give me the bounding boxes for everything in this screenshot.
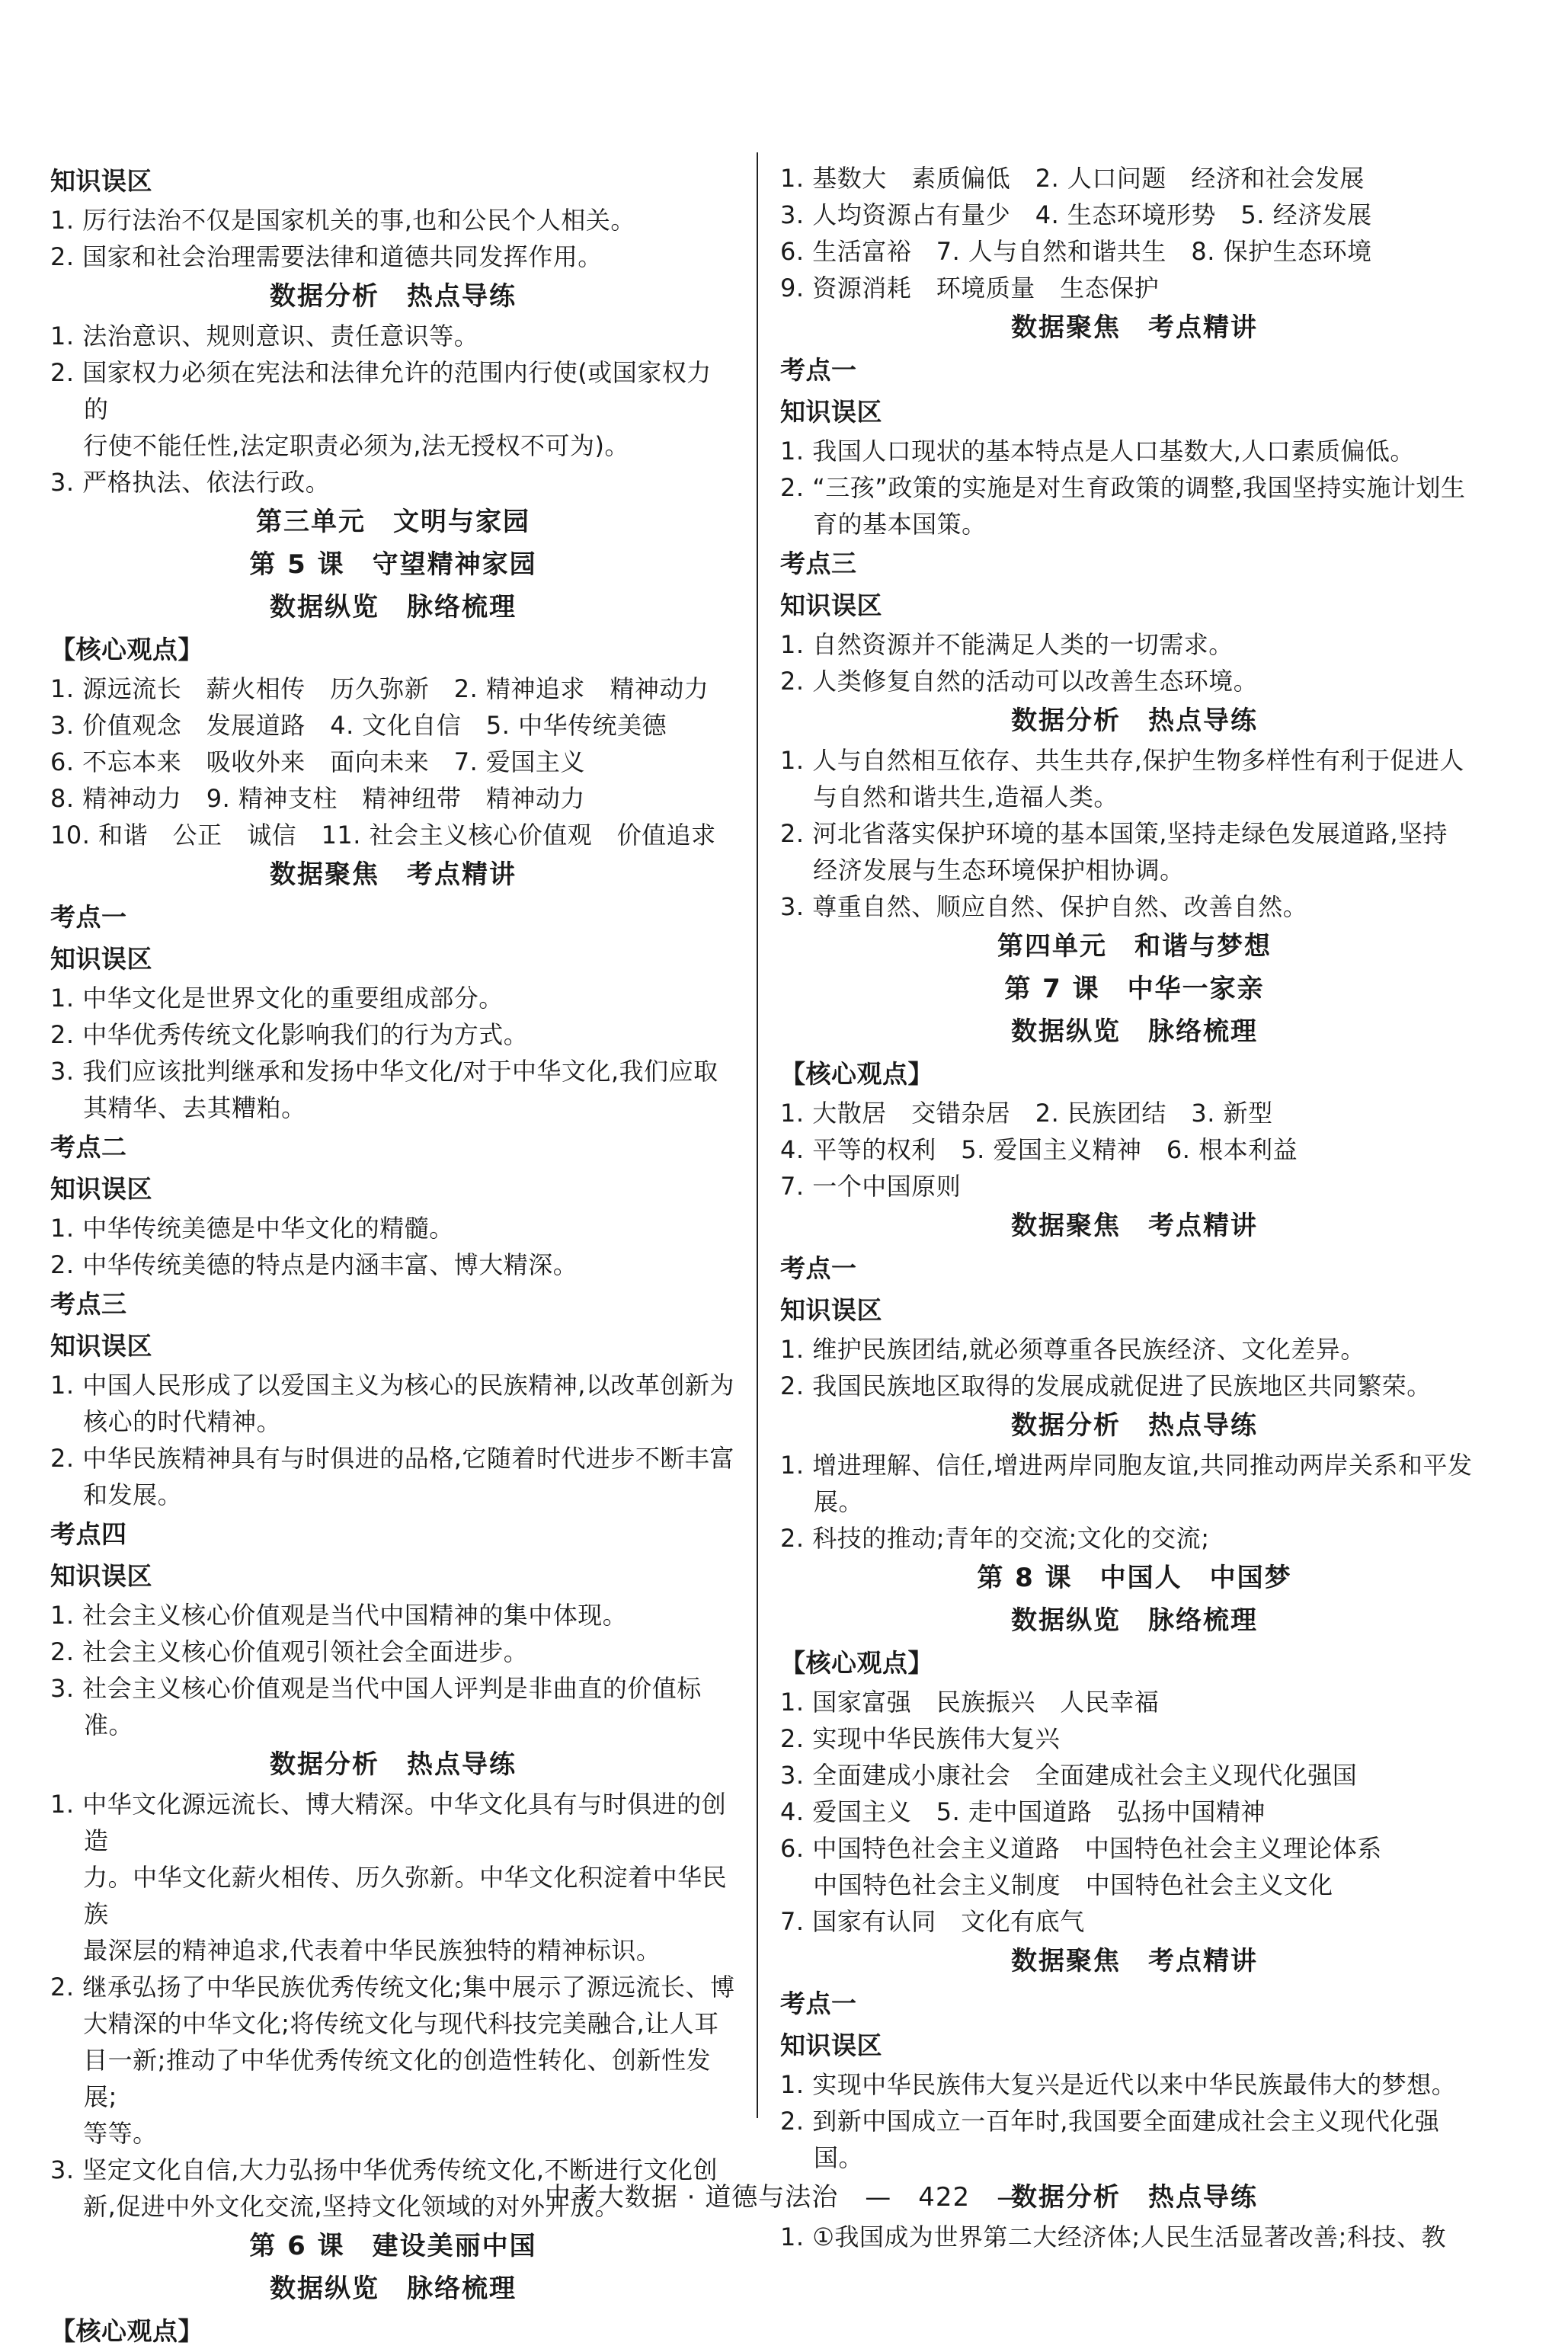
list-item: 新,促进中外文化交流,坚持文化领域的对外开放。 [50,2192,620,2221]
section-heading: 第四单元 和谐与梦想 [997,931,1272,962]
left-column [50,160,736,2352]
list-item: 1. 社会主义核心价值观是当代中国精神的集中体现。 [50,1601,628,1630]
list-item: 1. ①我国成为世界第二大经济体;人民生活显著改善;科技、教 [780,2222,1446,2251]
list-item: 3. 坚定文化自信,大力弘扬中华优秀传统文化,不断进行文化创 [50,2155,718,2184]
list-item: 1. 中华文化源远流长、博大精深。中华文化具有与时俱进的创造 [50,1790,727,1855]
section-label: 考点四 [50,1519,127,1549]
list-item: 3. 全面建成小康社会 全面建成社会主义现代化强国 [780,1761,1358,1790]
column-divider [757,152,758,2118]
list-item: 育的基本国策。 [780,510,987,539]
list-item: 1. 实现中华民族伟大复兴是近代以来中华民族最伟大的梦想。 [780,2070,1457,2099]
list-item: 2. “三孩”政策的实施是对生育政策的调整,我国坚持实施计划生 [780,473,1466,502]
list-item: 2. 社会主义核心价值观引领社会全面进步。 [50,1637,529,1666]
list-item: 10. 和谐 公正 诚信 11. 社会主义核心价值观 价值追求 [50,821,716,850]
list-item: 8. 精神动力 9. 精神支柱 精神纽带 精神动力 [50,784,585,813]
section-label: 考点三 [50,1289,127,1319]
list-item: 2. 中华民族精神具有与时俱进的品格,它随着时代进步不断丰富 [50,1444,734,1473]
list-item: 7. 国家有认同 文化有底气 [780,1907,1085,1936]
section-heading: 第 6 课 建设美丽中国 [249,2231,537,2261]
list-item: 等等。 [50,2119,158,2148]
section-label: 考点一 [50,902,127,932]
section-heading: 第 7 课 中华一家亲 [1004,974,1265,1004]
list-item: 其精华、去其糟粕。 [50,1093,306,1122]
right-column [780,160,1489,2255]
list-item: 核心的时代精神。 [50,1407,282,1436]
list-item: 1. 自然资源并不能满足人类的一切需求。 [780,630,1234,659]
list-item: 2. 实现中华民族伟大复兴 [780,1724,1061,1753]
list-item: 1. 增进理解、信任,增进两岸同胞友谊,共同推动两岸关系和平发展。 [780,1451,1473,1516]
list-item: 经济发展与生态环境保护相协调。 [780,856,1185,885]
list-item: 7. 一个中国原则 [780,1172,962,1201]
list-item: 6. 不忘本来 吸收外来 面向未来 7. 爱国主义 [50,747,585,776]
list-item: 力。中华文化薪火相传、历久弥新。中华文化积淀着中华民族 [50,1863,728,1928]
section-heading: 数据纵览 脉络梳理 [270,592,517,622]
list-item: 1. 中华文化是世界文化的重要组成部分。 [50,984,504,1013]
section-heading: 数据聚焦 考点精讲 [1011,312,1258,343]
list-item: 1. 中华传统美德是中华文化的精髓。 [50,1214,454,1243]
list-item: 1. 源远流长 薪火相传 历久弥新 2. 精神追求 精神动力 [50,674,709,703]
section-heading: 第 8 课 中国人 中国梦 [977,1563,1292,1593]
section-label: 【核心观点】 [780,1059,933,1089]
list-item: 1. 中国人民形成了以爱国主义为核心的民族精神,以改革创新为 [50,1371,734,1400]
section-label: 知识误区 [50,1561,152,1591]
list-item: 4. 平等的权利 5. 爱国主义精神 6. 根本利益 [780,1135,1298,1164]
list-item: 3. 我们应该批判继承和发扬中华文化/对于中华文化,我们应取 [50,1057,718,1086]
list-item: 大精深的中华文化;将传统文化与现代科技完美融合,让人耳 [50,2009,719,2038]
section-label: 知识误区 [50,1331,152,1361]
list-item: 1. 大散居 交错杂居 2. 民族团结 3. 新型 [780,1099,1273,1128]
list-item: 6. 中国特色社会主义道路 中国特色社会主义理论体系 [780,1834,1382,1863]
list-item: 2. 我国民族地区取得的发展成就促进了民族地区共同繁荣。 [780,1371,1432,1400]
list-item: 2. 河北省落实保护环境的基本国策,坚持走绿色发展道路,坚持 [780,819,1448,848]
list-item: 3. 价值观念 发展道路 4. 文化自信 5. 中华传统美德 [50,711,667,740]
list-item: 3. 严格执法、依法行政。 [50,468,331,497]
section-heading: 数据纵览 脉络梳理 [270,2274,517,2304]
page-footer: 中考大数据 · 道德与法治 — 422 — [544,2182,1024,2213]
section-label: 【核心观点】 [50,635,203,664]
section-label: 知识误区 [780,1295,882,1325]
list-item: 1. 人与自然相互依存、共生共存,保护生物多样性有利于促进人 [780,746,1464,775]
list-item: 2. 到新中国成立一百年时,我国要全面建成社会主义现代化强国。 [780,2107,1440,2172]
list-item: 2. 国家权力必须在宪法和法律允许的范围内行使(或国家权力的 [50,358,712,424]
list-item: 中国特色社会主义制度 中国特色社会主义文化 [780,1870,1333,1899]
list-item: 2. 中华传统美德的特点是内涵丰富、博大精深。 [50,1250,578,1279]
section-label: 知识误区 [780,2030,882,2060]
list-item: 和发展。 [50,1480,183,1509]
section-heading: 第 5 课 守望精神家园 [249,549,537,580]
list-item: 2. 继承弘扬了中华民族优秀传统文化;集中展示了源远流长、博 [50,1973,735,2002]
list-item: 3. 人均资源占有量少 4. 生态环境形势 5. 经济发展 [780,200,1372,229]
section-label: 考点三 [780,549,857,578]
section-label: 知识误区 [50,1174,152,1204]
section-label: 考点一 [780,355,857,385]
list-item: 1. 基数大 素质偏低 2. 人口问题 经济和社会发展 [780,164,1365,193]
section-label: 考点二 [50,1132,127,1162]
list-item: 6. 生活富裕 7. 人与自然和谐共生 8. 保护生态环境 [780,237,1372,266]
list-item: 与自然和谐共生,造福人类。 [780,782,1118,811]
list-item: 2. 人类修复自然的活动可以改善生态环境。 [780,667,1259,696]
section-label: 考点一 [780,1989,857,2018]
section-heading: 数据聚焦 考点精讲 [1011,1211,1258,1241]
list-item: 目一新;推动了中华优秀传统文化的创造性转化、创新性发展; [50,2046,711,2111]
list-item: 2. 科技的推动;青年的交流;文化的交流; [780,1524,1210,1553]
list-item: 3. 社会主义核心价值观是当代中国人评判是非曲直的价值标准。 [50,1674,702,1739]
section-heading: 数据分析 热点导练 [1011,1410,1258,1441]
section-heading: 数据分析 热点导练 [1011,706,1258,736]
list-item: 1. 法治意识、规则意识、责任意识等。 [50,322,479,350]
list-item: 最深层的精神追求,代表着中华民族独特的精神标识。 [50,1936,661,1965]
section-label: 考点一 [780,1253,857,1283]
list-item: 2. 国家和社会治理需要法律和道德共同发挥作用。 [50,242,603,271]
list-item: 3. 尊重自然、顺应自然、保护自然、改善自然。 [780,892,1308,921]
list-item: 行使不能任性,法定职责必须为,法无授权不可为)。 [50,431,630,460]
section-heading: 数据纵览 脉络梳理 [1011,1605,1258,1636]
section-heading: 数据分析 热点导练 [270,281,517,312]
list-item: 4. 爱国主义 5. 走中国道路 弘扬中国精神 [780,1797,1266,1826]
section-heading: 数据纵览 脉络梳理 [1011,1016,1258,1047]
section-heading: 数据聚焦 考点精讲 [1011,1946,1258,1976]
section-label: 知识误区 [780,590,882,620]
section-heading: 第三单元 文明与家园 [256,507,530,537]
section-label: 【核心观点】 [780,1648,933,1678]
section-heading: 数据聚焦 考点精讲 [270,859,517,890]
section-label: 知识误区 [50,166,152,196]
list-item: 1. 维护民族团结,就必须尊重各民族经济、文化差异。 [780,1335,1365,1364]
section-label: 知识误区 [50,944,152,974]
section-label: 知识误区 [780,397,882,427]
list-item: 1. 我国人口现状的基本特点是人口基数大,人口素质偏低。 [780,437,1415,466]
list-item: 2. 中华优秀传统文化影响我们的行为方式。 [50,1020,529,1049]
section-heading: 数据分析 热点导练 [270,1749,517,1780]
list-item: 1. 厉行法治不仅是国家机关的事,也和公民个人相关。 [50,206,635,235]
list-item: 9. 资源消耗 环境质量 生态保护 [780,274,1160,302]
section-label: 【核心观点】 [50,2316,203,2346]
list-item: 1. 国家富强 民族振兴 人民幸福 [780,1688,1160,1717]
section-heading: 数据分析 热点导练 [1011,2182,1258,2213]
